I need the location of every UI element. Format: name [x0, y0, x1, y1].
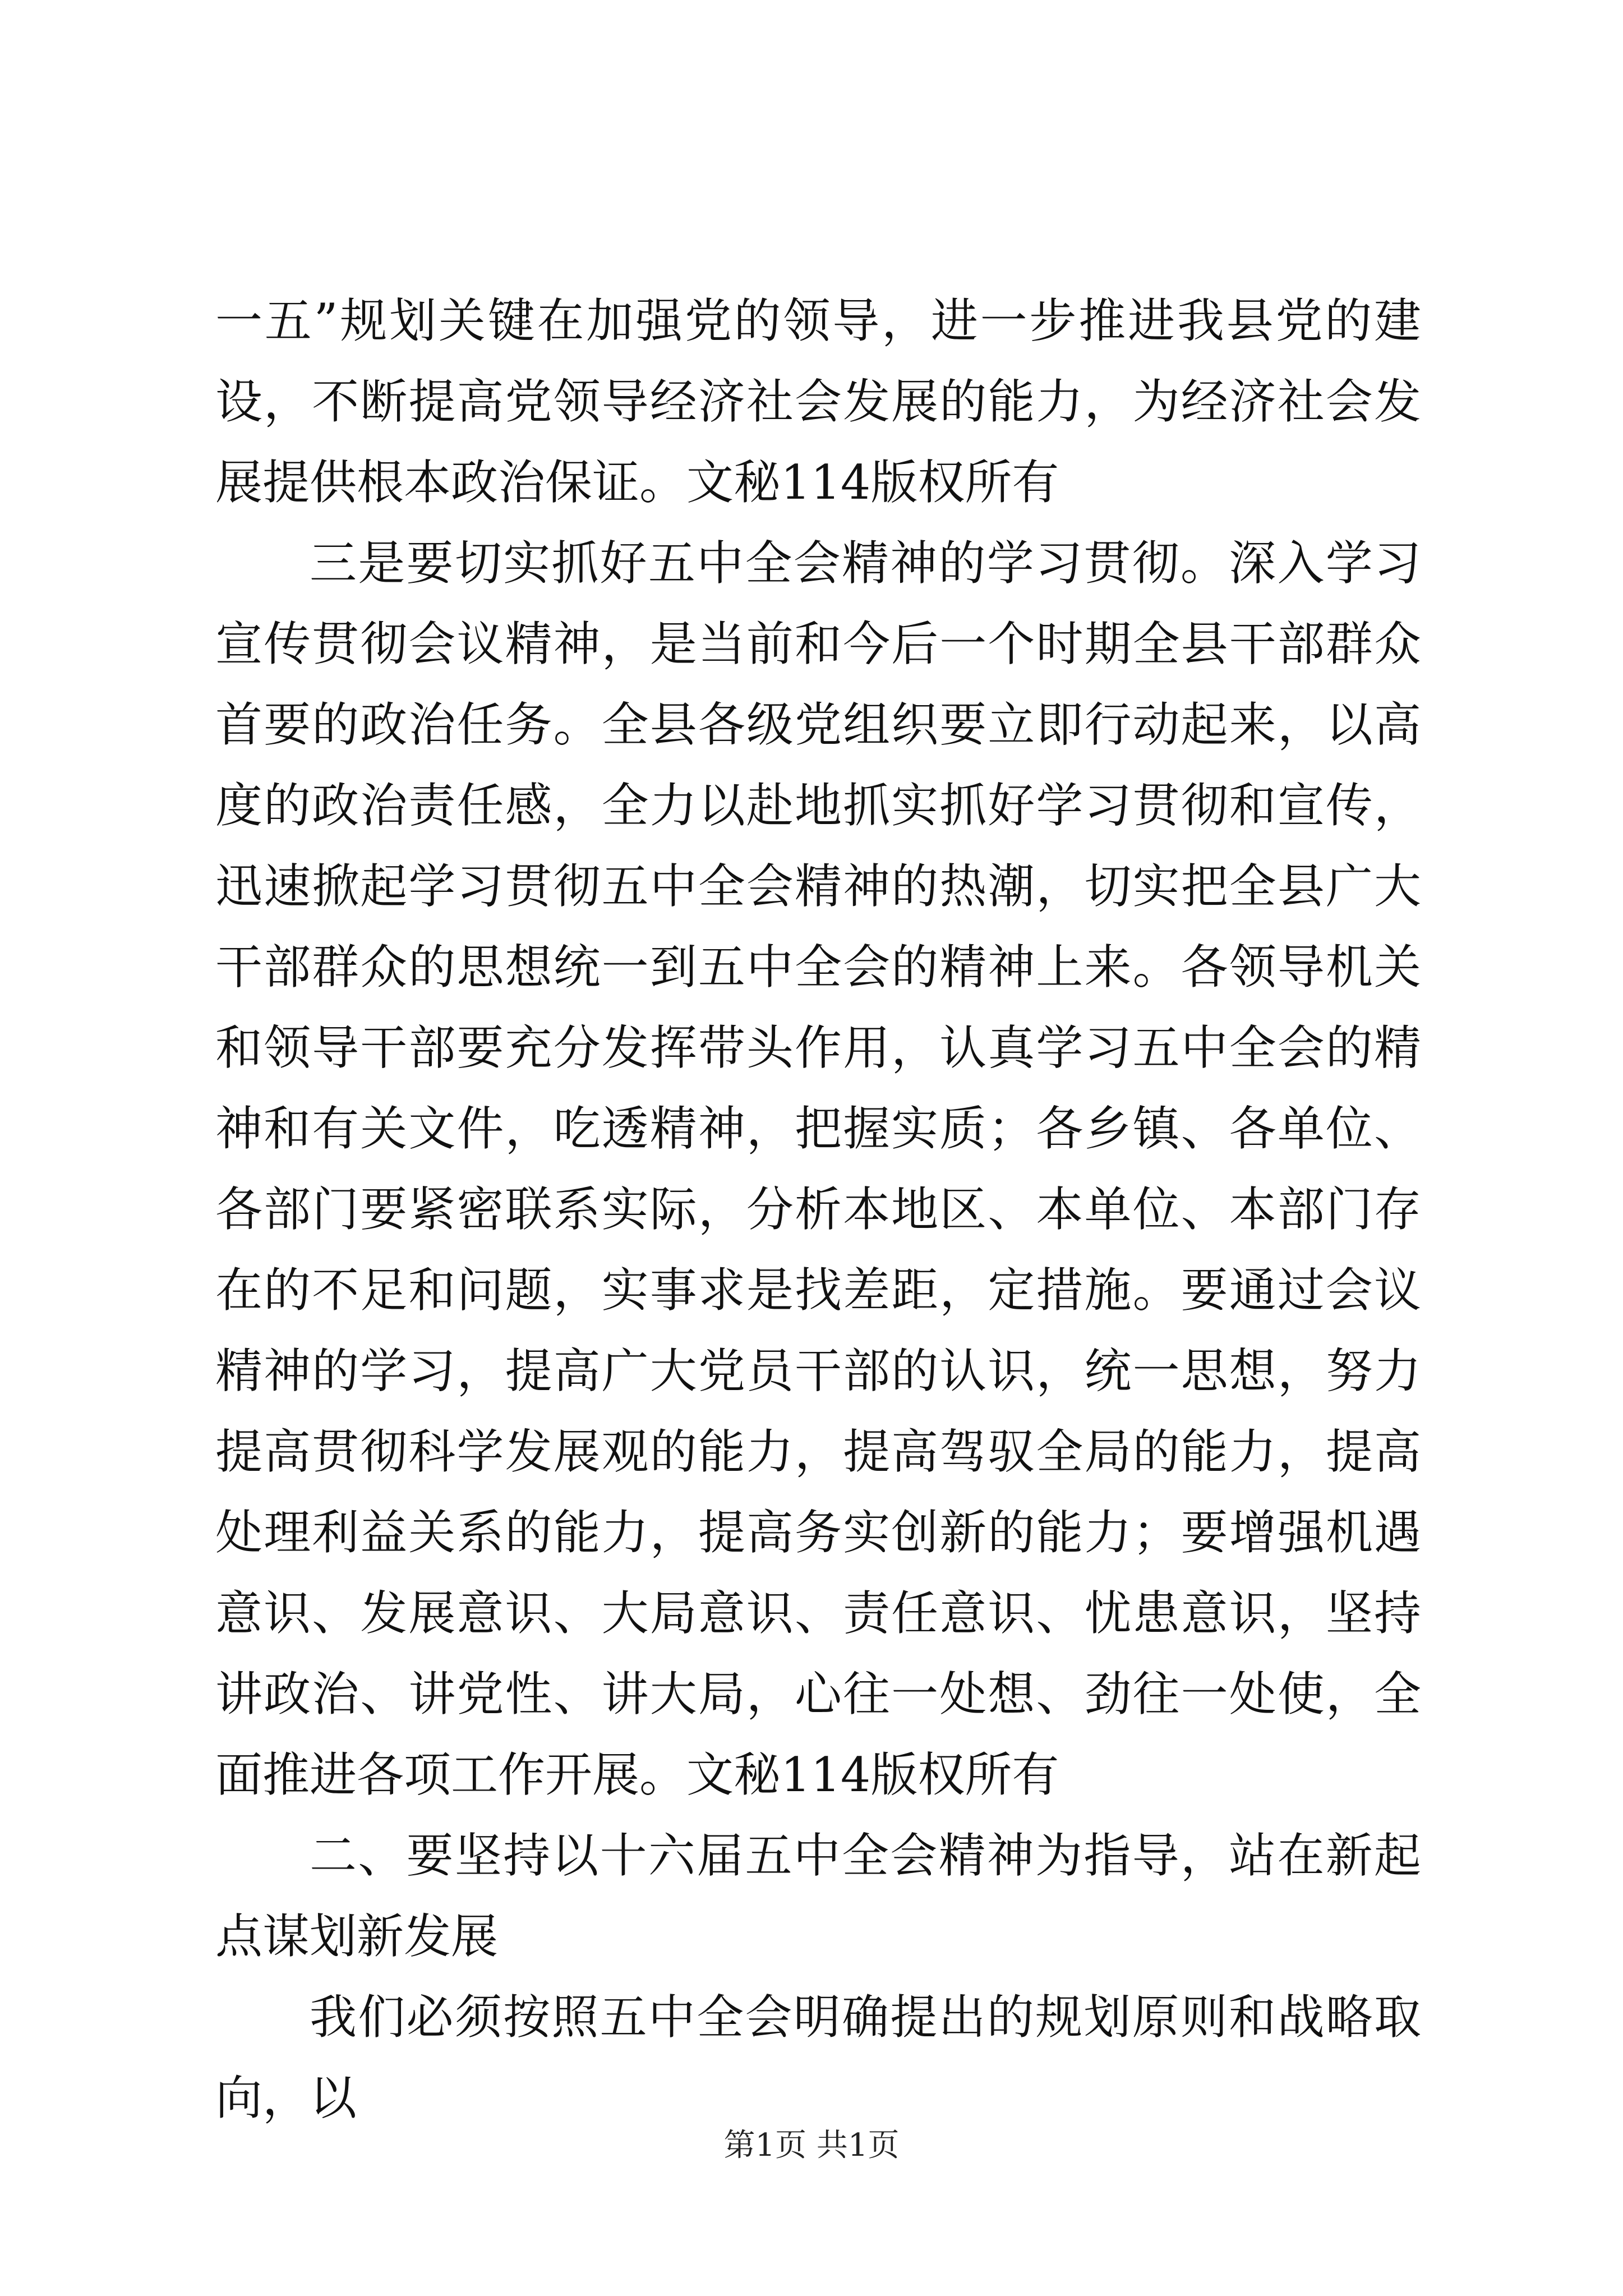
document-body — [215, 280, 1421, 2138]
paragraph-continuation: 一五”规划关键在加强党的领导，进一步推进我县党的建设，不断提高党领导经济社会发展的能力，为经济社会发展提供根本政治保证。文秘114版权所有 — [215, 293, 1421, 510]
page-footer: 第1页 共1页 — [723, 2127, 900, 2164]
section-heading-two: 二、要坚持以十六届五中全会精神为指导，站在新起点谋划新发展 — [215, 1828, 1421, 1964]
paragraph-planning-principles: 我们必须按照五中全会明确提出的规划原则和战略取向，以 — [215, 1990, 1421, 2125]
paragraph-study-implementation: 三是要切实抓好五中全会精神的学习贯彻。深入学习宣传贯彻会议精神，是当前和今后一个时期全县干部群众首要的政治任务。全县各级党组织要立即行动起来，以高度的政治责任感，全力以赴地抓实抓好学习贯彻和宣传，迅速掀起学习贯彻五中全会精神的热潮，切实把全县广大干部群众的思想统一到五中全会的精神上来。各领导机关和领导干部要充分发挥带头作用，认真学习五中全会的精神和有关文件，吃透精神，把握实质；各乡镇、各单位、各部门要紧密联系实际，分析本地区、本单位、本部门存在的不足和问题，实事求是找差距，定措施。要通过会议精神的学习，提高广大党员干部的认识，统一思想，努力提高贯彻科学发展观的能力，提高驾驭全局的能力，提高处理利益关系的能力，提高务实创新的能力；要增强机遇意识、发展意识、大局意识、责任意识、忧患意识，坚持讲政治、讲党性、讲大局，心往一处想、劲往一处使，全面推进各项工作开展。文秘114版权所有 — [215, 536, 1421, 1802]
